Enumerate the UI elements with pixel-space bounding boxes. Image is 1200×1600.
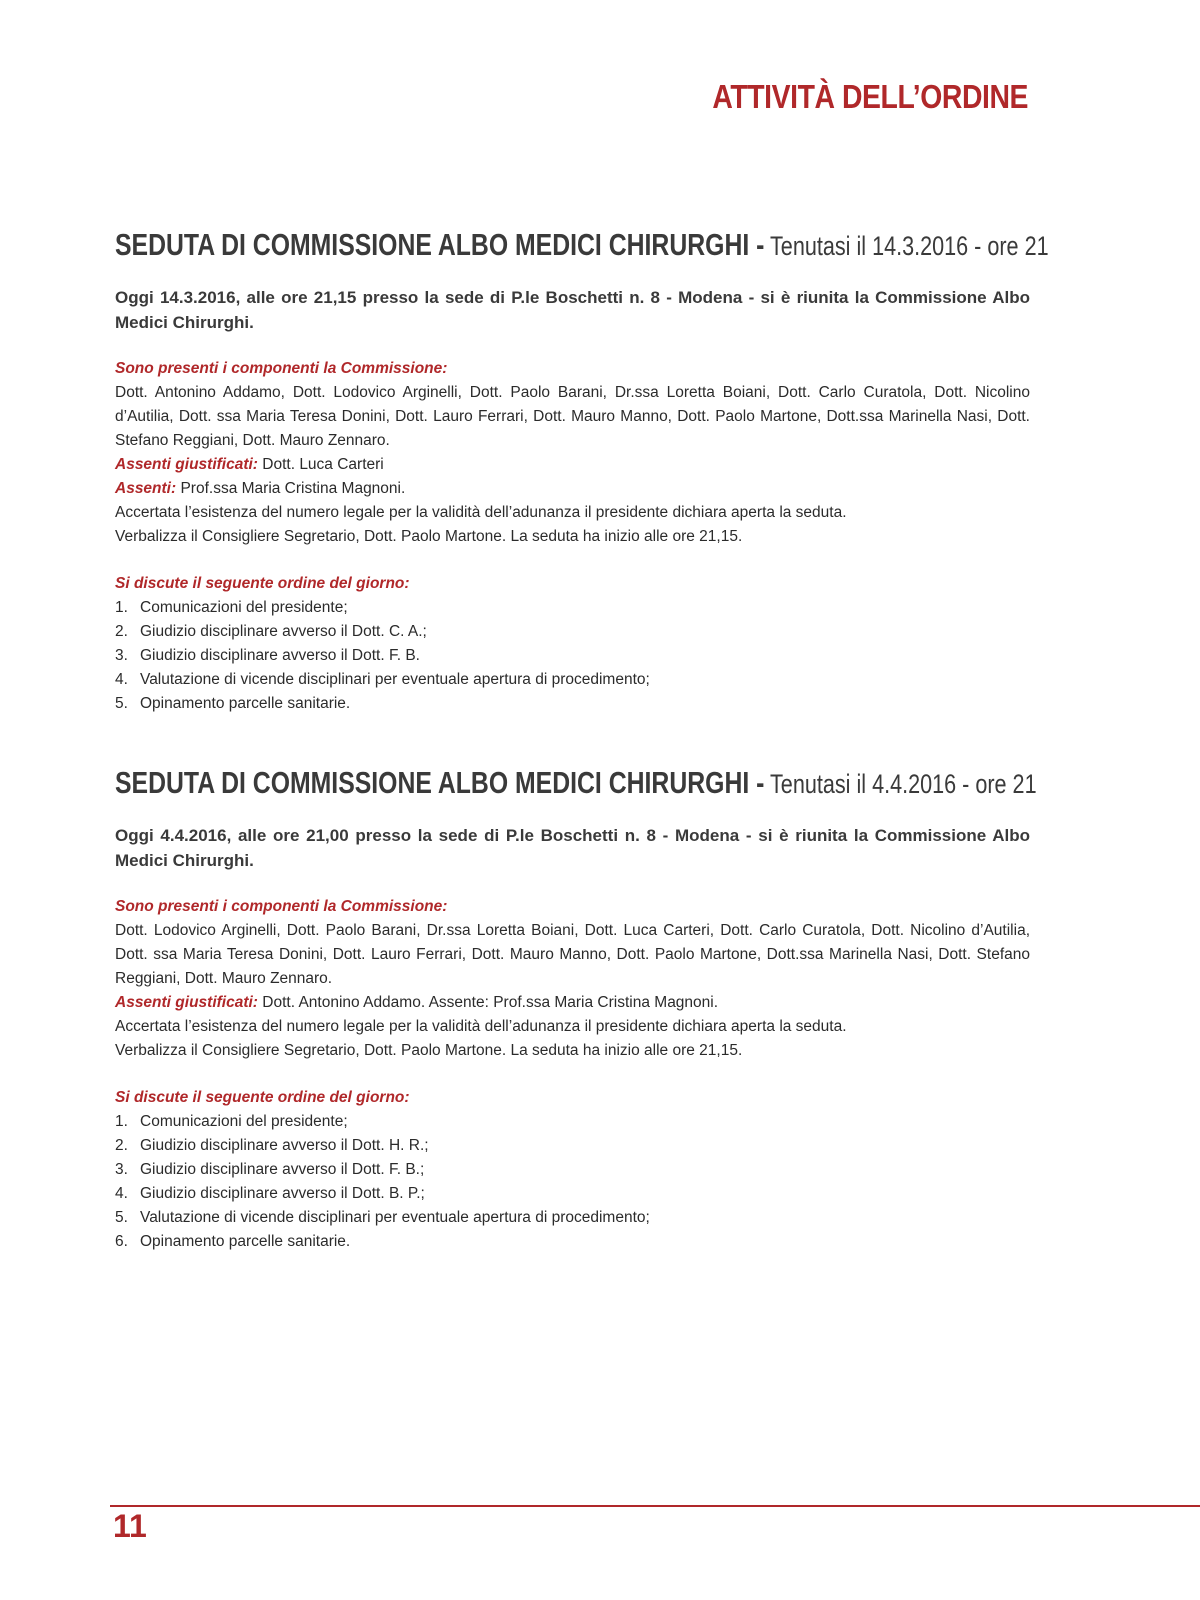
agenda-item [115,1206,1030,1230]
footer-divider [110,1505,1200,1507]
agenda-item-number: 4. [115,671,128,688]
agenda-item-number: 3. [115,1161,128,1178]
assenti-line [115,477,1030,501]
giustificati-line [115,991,1030,1015]
session-section [115,222,1049,716]
session-section [115,760,1037,1254]
agenda-item-number: 1. [115,599,128,616]
agenda-item [115,1110,1030,1134]
agenda-list [115,596,1030,716]
section-heading-date: Tenutasi il 14.3.2016 - ore 21 [764,231,1049,261]
agenda-item [115,644,1030,668]
section-heading-date: Tenutasi il 4.4.2016 - ore 21 [764,769,1037,799]
agenda-item-text: Comunicazioni del presidente; [140,599,348,616]
agenda-item [115,1158,1030,1182]
agenda-item-text: Giudizio disciplinare avverso il Dott. C. A.; [140,623,427,640]
agenda-item-text: Valutazione di vicende disciplinari per eventuale apertura di procedimento; [140,671,650,688]
presenti-label: Sono presenti i componenti la Commissione: [115,360,448,377]
agenda-item [115,1230,1030,1254]
page-number: 11 [113,1508,147,1544]
agenda-item-number: 2. [115,1137,128,1154]
verbalizza-text: Verbalizza il Consigliere Segretario, Dott. Paolo Martone. La seduta ha inizio alle ore 21,15. [115,528,743,545]
agenda-item-number: 1. [115,1113,128,1130]
agenda-item-number: 6. [115,1233,128,1250]
page-header-title: ATTIVITÀ DELL’ORDINE [712,78,1028,115]
agenda-item-number: 4. [115,1185,128,1202]
giustificati-text: Dott. Luca Carteri [257,456,384,473]
agenda-item-number: 3. [115,647,128,664]
agenda-label: Si discute il seguente ordine del giorno: [115,575,410,592]
accertata-text: Accertata l’esistenza del numero legale per la validità dell’adunanza il presidente dichiara aperta la seduta. [115,1018,847,1035]
agenda-item [115,668,1030,692]
agenda-item-text: Giudizio disciplinare avverso il Dott. H. R.; [140,1137,429,1154]
presenti-text: Dott. Lodovico Arginelli, Dott. Paolo Barani, Dr.ssa Loretta Boiani, Dott. Luca Carteri, Dott. Carlo Curatola, Dott. Nicolino d’Autilia, Dott. ssa Maria Teresa Donini, Dott. Lauro Ferrari, Dott. Mauro Manno, Dott. Paolo Martone, Dott.ssa Marinella Nasi, Dott. Stefano Reggiani, Dott. Mauro Zennaro. [115,922,1030,987]
presenti-label: Sono presenti i componenti la Commissione: [115,898,448,915]
assenti-text: Prof.ssa Maria Cristina Magnoni. [176,480,406,497]
agenda-item-text: Opinamento parcelle sanitarie. [140,1233,351,1250]
agenda-item [115,596,1030,620]
section-heading [115,760,1037,806]
agenda-item-number: 5. [115,695,128,712]
section-heading [115,222,1049,268]
agenda-item [115,620,1030,644]
agenda-item [115,692,1030,716]
agenda-item-text: Giudizio disciplinare avverso il Dott. B. P.; [140,1185,425,1202]
agenda-item-text: Comunicazioni del presidente; [140,1113,348,1130]
agenda-item [115,1134,1030,1158]
giustificati-text: Dott. Antonino Addamo. Assente: Prof.ssa Maria Cristina Magnoni. [257,994,719,1011]
agenda-item-text: Opinamento parcelle sanitarie. [140,695,351,712]
section-intro: Oggi 4.4.2016, alle ore 21,00 presso la sede di P.le Boschetti n. 8 - Modena - si è riunita la Commissione Albo Medici Chirurghi. [115,826,1030,870]
agenda-item-text: Valutazione di vicende disciplinari per eventuale apertura di procedimento; [140,1209,650,1226]
agenda-label: Si discute il seguente ordine del giorno: [115,1089,410,1106]
verbalizza-text: Verbalizza il Consigliere Segretario, Dott. Paolo Martone. La seduta ha inizio alle ore 21,15. [115,1042,743,1059]
giustificati-label: Assenti giustificati: [115,994,258,1011]
agenda-item-text: Giudizio disciplinare avverso il Dott. F. B. [140,647,420,664]
giustificati-line [115,453,1030,477]
assenti-label: Assenti: [115,480,177,497]
agenda-item-number: 2. [115,623,128,640]
agenda-item-text: Giudizio disciplinare avverso il Dott. F. B.; [140,1161,425,1178]
agenda-item [115,1182,1030,1206]
agenda-item-number: 5. [115,1209,128,1226]
presenti-text: Dott. Antonino Addamo, Dott. Lodovico Arginelli, Dott. Paolo Barani, Dr.ssa Loretta Boiani, Dott. Carlo Curatola, Dott. Nicolino d’Autilia, Dott. ssa Maria Teresa Donini, Dott. Lauro Ferrari, Dott. Mauro Manno, Dott. Paolo Martone, Dott.ssa Marinella Nasi, Dott. Stefano Reggiani, Dott. Mauro Zennaro. [115,384,1030,449]
section-heading-main: SEDUTA DI COMMISSIONE ALBO MEDICI CHIRURGHI - [115,765,765,800]
giustificati-label: Assenti giustificati: [115,456,258,473]
agenda-list [115,1110,1030,1254]
accertata-text: Accertata l’esistenza del numero legale per la validità dell’adunanza il presidente dichiara aperta la seduta. [115,504,847,521]
section-heading-main: SEDUTA DI COMMISSIONE ALBO MEDICI CHIRURGHI - [115,227,765,262]
section-intro: Oggi 14.3.2016, alle ore 21,15 presso la sede di P.le Boschetti n. 8 - Modena - si è riunita la Commissione Albo Medici Chirurghi. [115,288,1030,332]
